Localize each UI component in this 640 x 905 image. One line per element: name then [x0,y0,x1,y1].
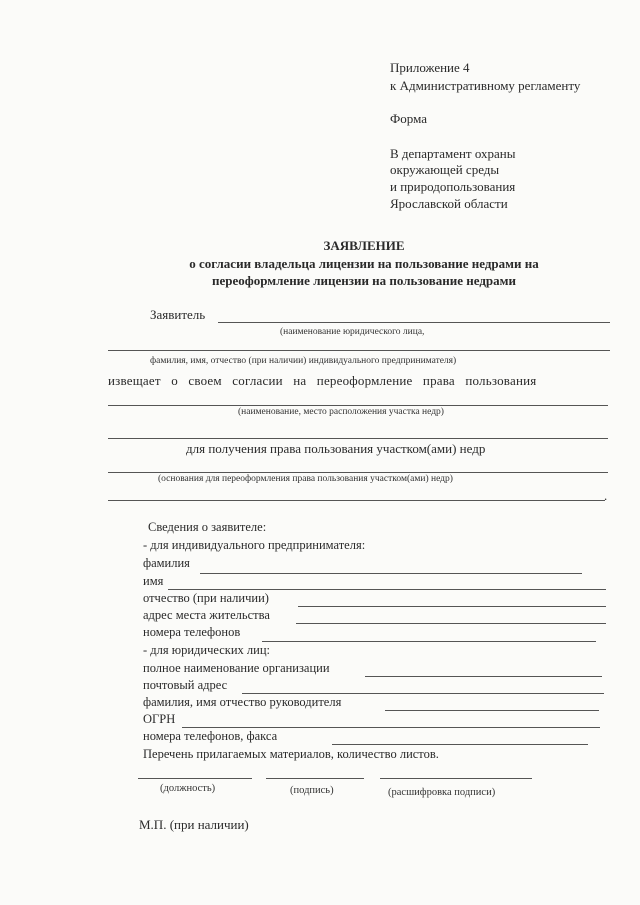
period-mark: . [604,488,608,503]
site-field-line-2[interactable] [108,438,608,439]
caption-legal-name: (наименование юридического лица, [280,327,425,337]
name-field[interactable] [168,589,606,590]
decoding-caption: (расшифровка подписи) [388,787,496,798]
postal-label: почтовый адрес [143,678,228,692]
address-label: адрес места жительства [143,608,270,622]
director-field[interactable] [385,710,599,711]
applicant-field-line[interactable] [218,322,610,323]
ip-heading: - для индивидуального предпринимателя: [143,538,366,552]
site-field-line[interactable] [108,405,608,406]
name-label: имя [143,574,164,588]
position-caption: (должность) [160,783,216,794]
stamp-label: М.П. (при наличии) [139,817,249,832]
director-label: фамилия, имя отчество руководителя [143,695,342,709]
applicant-label: Заявитель [150,307,206,322]
signature-decoding-field[interactable] [380,778,532,779]
patronymic-field[interactable] [298,606,606,607]
appendix-sub-label: к Административному регламенту [390,78,581,93]
attachments-label: Перечень прилагаемых материалов, количество листов. [143,747,439,761]
ogrn-label: ОГРН [143,712,176,726]
phones-fax-label: номера телефонов, факса [143,729,278,743]
for-obtaining-text: для получения права пользования участком(ами) недр [186,441,486,456]
appendix-label: Приложение 4 [390,60,470,75]
address-field[interactable] [296,623,606,624]
addressee-line-3: и природопользования [390,179,516,194]
patronymic-label: отчество (при наличии) [143,591,269,605]
applicant-field-line-2[interactable] [108,350,610,351]
notifies-text: извещает о своем согласии на переоформление права пользования [108,373,537,388]
org-name-field[interactable] [365,676,602,677]
info-heading: Сведения о заявителе: [148,520,267,534]
legal-heading: - для юридических лиц: [143,643,271,657]
caption-basis: (основания для переоформления права пользования участком(ами) недр) [158,474,453,484]
ogrn-field[interactable] [182,727,600,728]
signature-caption: (подпись) [290,785,334,796]
signature-field[interactable] [266,778,364,779]
document-title: ЗАЯВЛЕНИЕ [323,238,405,253]
phones-field[interactable] [262,641,596,642]
basis-field-line[interactable] [108,472,608,473]
phones-label: номера телефонов [143,625,241,639]
org-name-label: полное наименование организации [143,661,330,675]
phones-fax-field[interactable] [332,744,588,745]
postal-field[interactable] [242,693,604,694]
surname-label: фамилия [143,556,190,570]
caption-person: фамилия, имя, отчество (при наличии) индивидуального предпринимателя) [150,356,457,366]
basis-field-line-2[interactable] [108,500,605,501]
addressee-line-4: Ярославской области [390,196,508,211]
form-label: Форма [390,111,427,126]
addressee-line-2: окружающей среды [390,162,500,177]
addressee-line-1: В департамент охраны [390,146,516,161]
position-field[interactable] [138,778,252,779]
document-subtitle-2: переоформление лицензии на пользование недрами [211,273,516,288]
document-subtitle-1: о согласии владельца лицензии на пользование недрами на [189,256,539,271]
caption-site: (наименование, место расположения участка недр) [238,407,444,417]
surname-field[interactable] [200,573,582,574]
